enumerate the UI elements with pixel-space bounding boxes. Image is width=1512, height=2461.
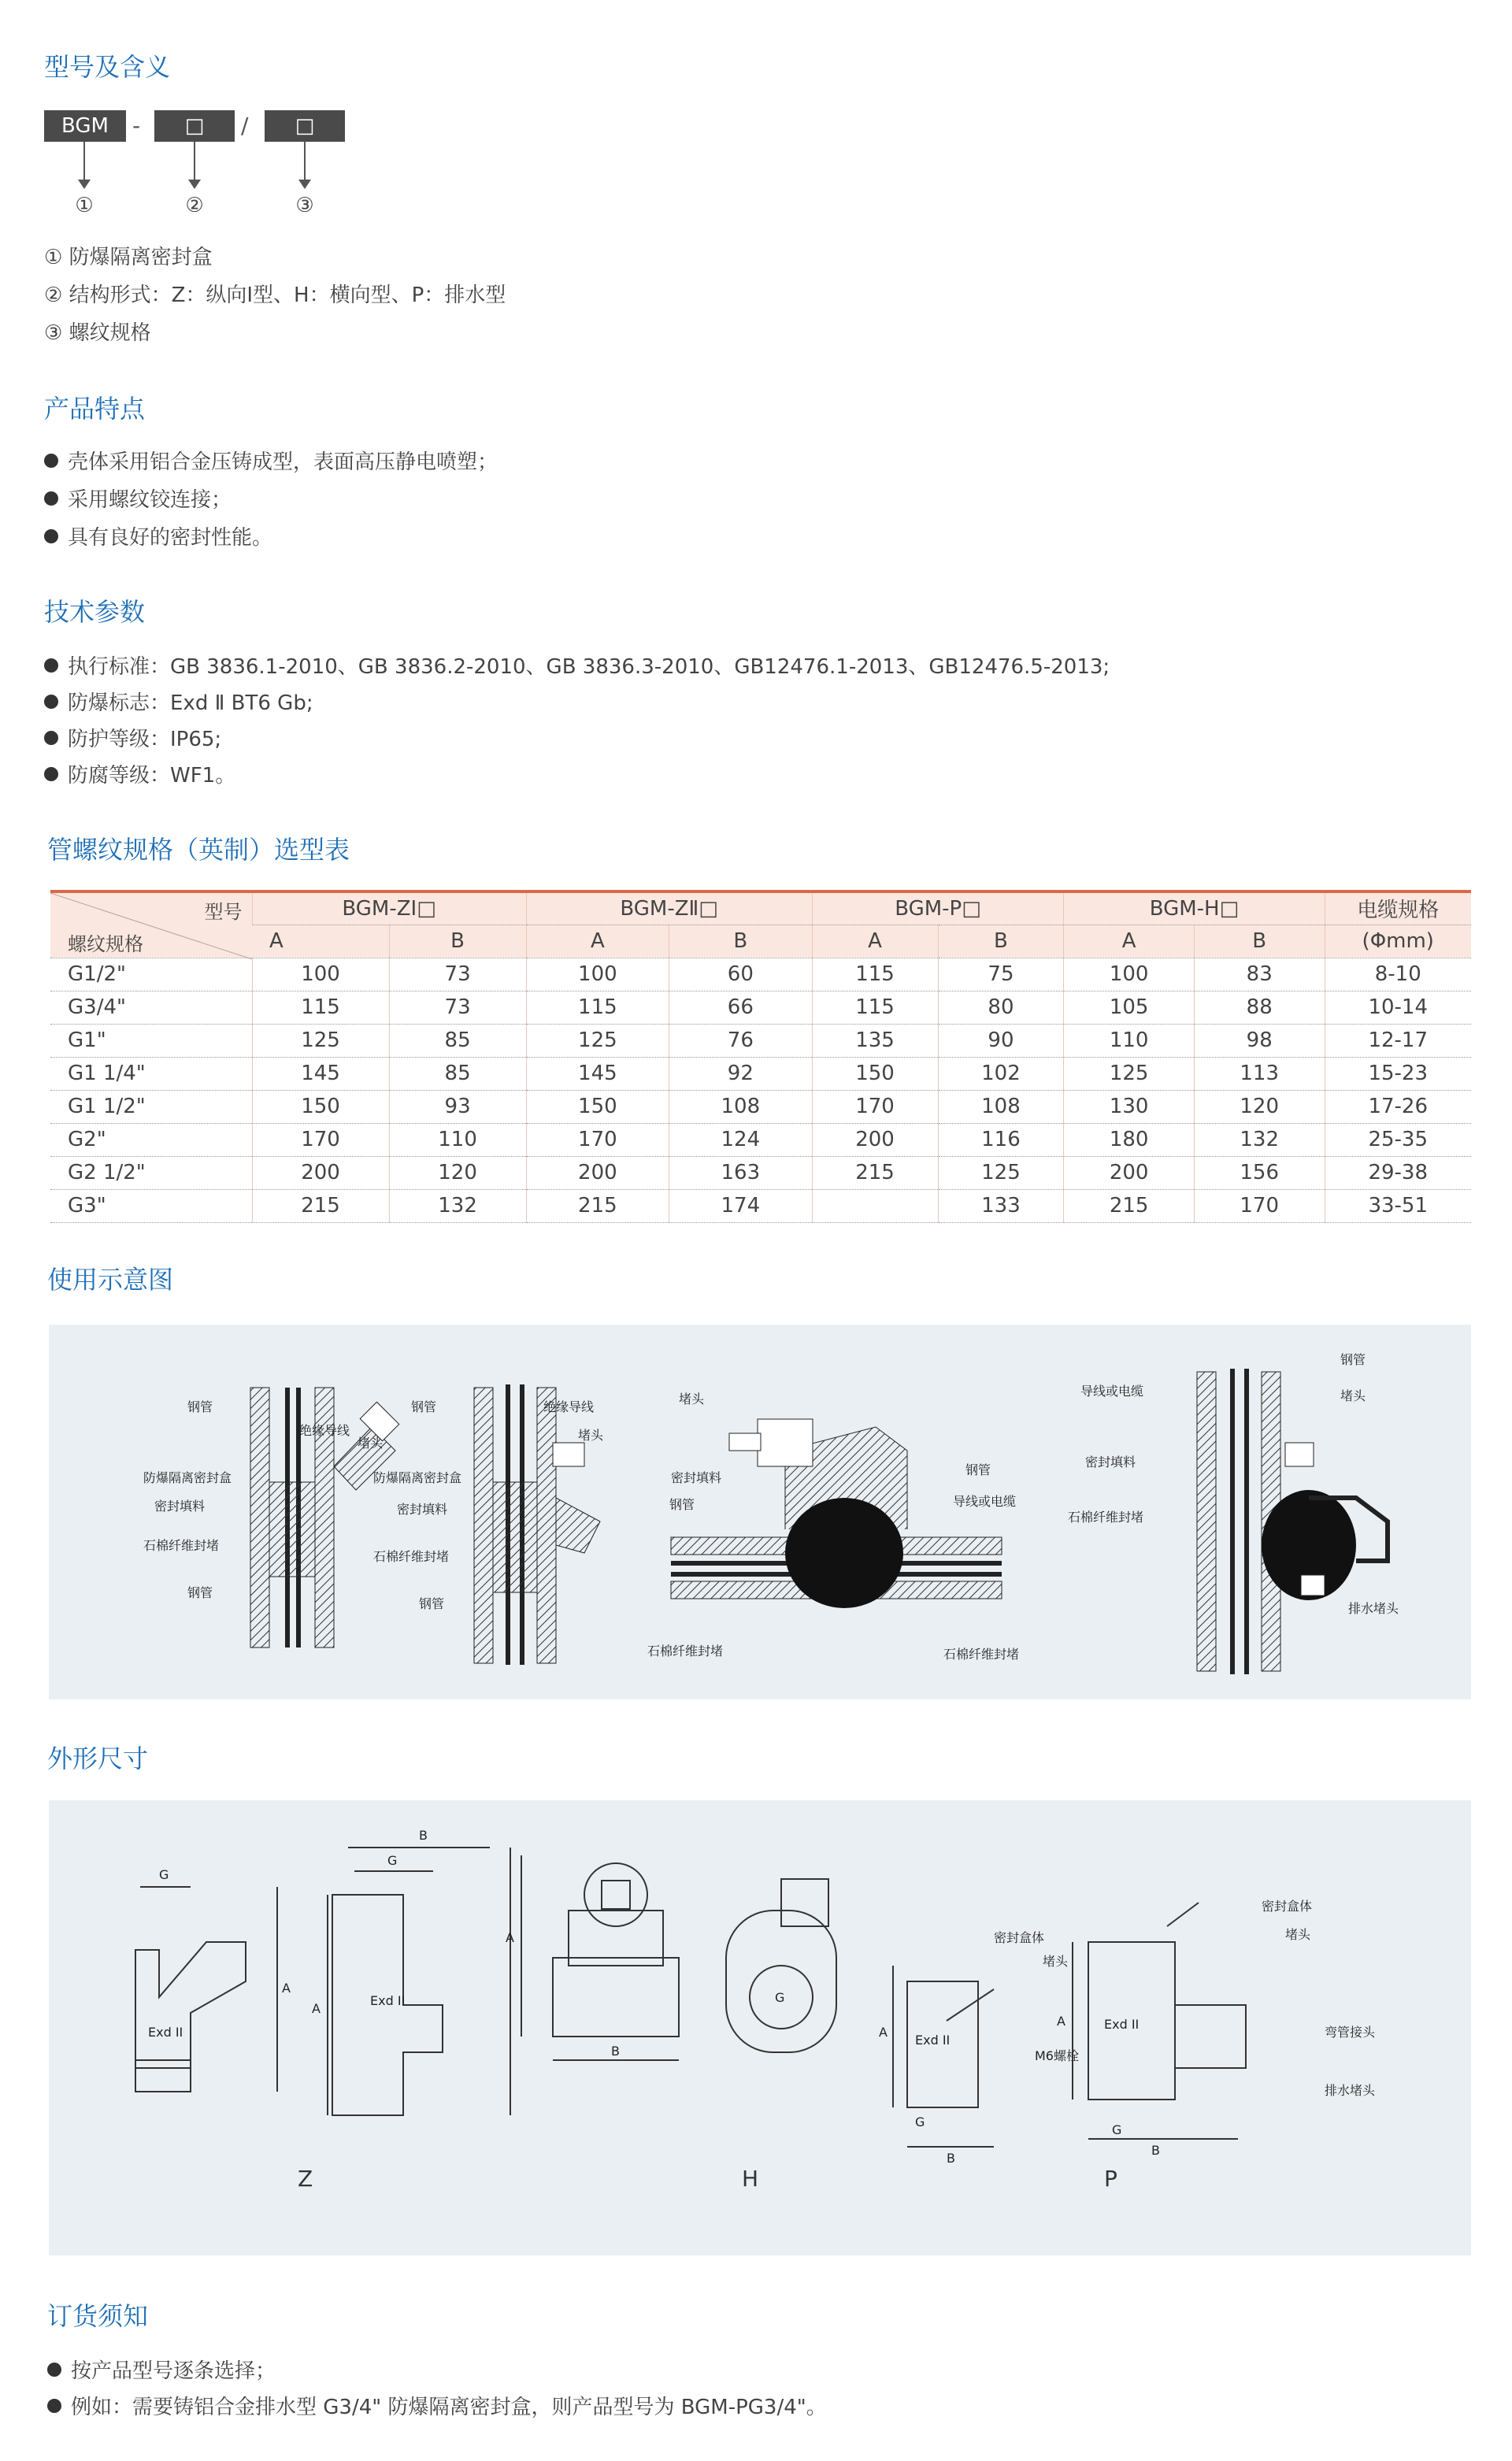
- table-cable-header: 电缆规格: [1325, 891, 1471, 925]
- dim-label-a: A: [879, 2025, 888, 2040]
- p2-label: 弯管接头: [1325, 2025, 1376, 2040]
- table-cell: 90: [938, 1024, 1064, 1057]
- dim-label-g: G: [775, 1990, 785, 2005]
- table-cell: 108: [938, 1090, 1064, 1123]
- model-code-box-structure: □: [154, 110, 235, 142]
- table-cell: 132: [1194, 1123, 1325, 1156]
- order-text: 按产品型号逐条选择；: [71, 2359, 276, 2383]
- table-cell-thread: G1": [50, 1024, 252, 1057]
- order-text: 例如：需要铸铝合金排水型 G3/4" 防爆隔离密封盒，则产品型号为 BGM-PG3/4"。: [71, 2396, 827, 2419]
- table-cell-thread: G2": [50, 1123, 252, 1156]
- table-cell: 85: [389, 1024, 526, 1057]
- tech-text: 防护等级：IP65;: [68, 728, 222, 751]
- section-title-dims: 外形尺寸: [47, 1744, 149, 1773]
- usage-label: 防爆隔离密封盒: [143, 1470, 232, 1485]
- bullet-icon: [44, 695, 58, 709]
- table-cell: 80: [938, 991, 1064, 1024]
- table-body: [50, 958, 1471, 1222]
- table-sub-header: A: [526, 925, 669, 958]
- table-cell-thread: G1 1/4": [50, 1057, 252, 1090]
- table-cell: 12-17: [1325, 1024, 1471, 1057]
- usage-label: 堵头: [358, 1436, 384, 1451]
- corner-label-model: 型号: [204, 901, 243, 923]
- table-cell: 100: [252, 958, 389, 991]
- table-cell: 170: [526, 1123, 669, 1156]
- table-group-header: BGM-H□: [1064, 891, 1325, 925]
- dim-label-b: B: [419, 1828, 428, 1843]
- tech-item: [44, 723, 221, 752]
- table-row: [50, 958, 1471, 991]
- table-cell: 156: [1194, 1156, 1325, 1189]
- table-cell: 215: [526, 1189, 669, 1222]
- section-title-order: 订货须知: [47, 2301, 149, 2331]
- tech-item: [44, 687, 313, 716]
- model-meaning-1: ① 防爆隔离密封盒: [44, 246, 213, 269]
- table-group-header: BGM-ZⅡ□: [526, 891, 812, 925]
- usage-label: 石棉纤维封堵: [943, 1647, 1020, 1662]
- dim-label-a: A: [312, 2001, 321, 2016]
- usage-label: 绝缘导线: [299, 1423, 350, 1438]
- table-cell: 10-14: [1325, 991, 1471, 1024]
- table-cell: 115: [252, 991, 389, 1024]
- dim-label-g: G: [387, 1853, 398, 1868]
- table-cell: 125: [526, 1024, 669, 1057]
- corner-label-thread: 螺纹规格: [68, 932, 143, 955]
- dim-label-a: A: [506, 1930, 514, 1945]
- section-title-tech: 技术参数: [44, 597, 146, 627]
- table-cell: 133: [938, 1189, 1064, 1222]
- bullet-icon: [44, 529, 58, 543]
- section-title-table: 管螺纹规格（英制）选型表: [47, 835, 350, 865]
- usage-label: 密封填料: [397, 1502, 448, 1517]
- model-code-dash: -: [132, 113, 141, 139]
- usage-label: 堵头: [578, 1428, 604, 1443]
- bullet-icon: [44, 731, 58, 745]
- usage-label: 石棉纤维封堵: [647, 1644, 724, 1659]
- dim-label-g: G: [915, 2114, 925, 2129]
- table-subheader-row: [50, 925, 1471, 958]
- table-cell: 25-35: [1325, 1123, 1471, 1156]
- tech-item: [44, 759, 235, 788]
- feature-item: [44, 521, 272, 550]
- usage-label: 钢管: [187, 1585, 213, 1600]
- usage-label: 石棉纤维封堵: [143, 1538, 220, 1553]
- usage-label: 密封填料: [1085, 1455, 1136, 1470]
- feature-item: [44, 446, 498, 475]
- tech-text: 执行标准：GB 3836.1-2010、GB 3836.2-2010、GB 3836.3-2010、GB12476.1-2013、GB12476.5-2013;: [68, 655, 1110, 679]
- dim-label-g: G: [159, 1867, 169, 1882]
- table-corner-cell: [50, 891, 252, 958]
- table-cell: [812, 1189, 938, 1222]
- table-cell: 33-51: [1325, 1189, 1471, 1222]
- table-cell: 116: [938, 1123, 1064, 1156]
- table-sub-header: B: [389, 925, 526, 958]
- table-sub-header: A: [1064, 925, 1195, 958]
- table-header-row: [50, 891, 1471, 925]
- table-cell-thread: G2 1/2": [50, 1156, 252, 1189]
- table-cell: 150: [812, 1057, 938, 1090]
- usage-diagram-z2: [373, 1384, 604, 1665]
- table-row: [50, 1156, 1471, 1189]
- table-cell: 75: [938, 958, 1064, 991]
- feature-text: 具有良好的密封性能。: [68, 526, 273, 550]
- table-cell: 115: [812, 991, 938, 1024]
- table-cell: 215: [812, 1156, 938, 1189]
- table-cell: 170: [812, 1090, 938, 1123]
- table-cell: 88: [1194, 991, 1325, 1024]
- order-item: [47, 2391, 827, 2420]
- table-cell: 174: [669, 1189, 813, 1222]
- table-row: [50, 1024, 1471, 1057]
- table-cell: 125: [938, 1156, 1064, 1189]
- table-cell: 110: [1064, 1024, 1195, 1057]
- table-cell: 132: [389, 1189, 526, 1222]
- table-cell-thread: G1 1/2": [50, 1090, 252, 1123]
- table-cell: 108: [669, 1090, 813, 1123]
- usage-label: 排水堵头: [1348, 1601, 1399, 1616]
- p-label: 堵头: [1043, 1954, 1069, 1969]
- table-sub-header: A: [252, 925, 389, 958]
- usage-label: 钢管: [1340, 1352, 1366, 1367]
- p2-label: 密封盒体: [1262, 1899, 1313, 1914]
- tech-text: 防腐等级：WF1。: [68, 764, 236, 788]
- bullet-icon: [44, 658, 58, 673]
- model-code-box-thread: □: [265, 110, 345, 142]
- section-title-features: 产品特点: [44, 394, 146, 424]
- table-row: [50, 1123, 1471, 1156]
- bullet-icon: [47, 2399, 61, 2413]
- table-cell: 125: [252, 1024, 389, 1057]
- section-title-model: 型号及含义: [44, 52, 171, 82]
- usage-label: 密封填料: [671, 1470, 722, 1485]
- model-code-prefix: BGM: [44, 110, 126, 142]
- arrow-down-icon: [304, 142, 306, 181]
- model-num-1: ①: [75, 194, 94, 217]
- usage-label: 堵头: [1340, 1388, 1366, 1403]
- table-group-header: BGM-P□: [812, 891, 1064, 925]
- dim-label-a: A: [1057, 2014, 1065, 2029]
- table-cell: 102: [938, 1057, 1064, 1090]
- table-cell: 73: [389, 991, 526, 1024]
- table-cell: 200: [1064, 1156, 1195, 1189]
- usage-diagram-p: [1068, 1352, 1399, 1674]
- arrow-down-icon: [83, 142, 85, 181]
- table-cell-thread: G1/2": [50, 958, 252, 991]
- table-cell: 115: [526, 991, 669, 1024]
- dim-label-exd: Exd II: [915, 2033, 951, 2048]
- tech-text: 防爆标志：Exd Ⅱ BT6 Gb;: [68, 691, 313, 715]
- dims-caption-z: Z: [298, 2166, 313, 2192]
- table-cell: 100: [526, 958, 669, 991]
- usage-label: 绝缘导线: [543, 1399, 595, 1414]
- table-cell: 8-10: [1325, 958, 1471, 991]
- table-cell: 76: [669, 1024, 813, 1057]
- table-row: [50, 991, 1471, 1024]
- table-row: [50, 1189, 1471, 1222]
- table-sub-header: B: [938, 925, 1064, 958]
- usage-label: 导线或电缆: [1080, 1384, 1144, 1399]
- bullet-icon: [47, 2363, 61, 2377]
- usage-label: 堵头: [679, 1392, 705, 1407]
- table-cable-unit: (Φmm): [1325, 925, 1471, 958]
- table-cell: 215: [252, 1189, 389, 1222]
- p-label: M6螺栓: [1035, 2048, 1079, 2063]
- table-cell: 120: [1194, 1090, 1325, 1123]
- usage-label: 导线或电缆: [953, 1494, 1017, 1509]
- model-num-2: ②: [185, 194, 204, 217]
- table-sub-header: B: [669, 925, 813, 958]
- dims-diagram: [49, 1800, 1471, 2255]
- section-title-usage: 使用示意图: [47, 1265, 174, 1295]
- bullet-icon: [44, 491, 58, 506]
- arrow-down-icon: [194, 142, 195, 181]
- feature-text: 采用螺纹铰连接；: [68, 488, 232, 512]
- dims-diagram-panel: [49, 1800, 1471, 2255]
- table-cell: 85: [389, 1057, 526, 1090]
- model-code-slash: /: [241, 113, 249, 139]
- table-cell: 150: [526, 1090, 669, 1123]
- table-cell: 180: [1064, 1123, 1195, 1156]
- usage-diagram-h: [647, 1392, 1019, 1662]
- dim-label-exd: Exd II: [1104, 2017, 1140, 2032]
- table-cell: 105: [1064, 991, 1195, 1024]
- table-row: [50, 1057, 1471, 1090]
- usage-label: 钢管: [965, 1462, 991, 1477]
- table-cell: 145: [526, 1057, 669, 1090]
- table-cell: 110: [389, 1123, 526, 1156]
- table-cell: 170: [1194, 1189, 1325, 1222]
- usage-label: 石棉纤维封堵: [373, 1549, 450, 1564]
- bullet-icon: [44, 454, 58, 468]
- model-meaning-3: ③ 螺纹规格: [44, 321, 151, 345]
- table-cell: 135: [812, 1024, 938, 1057]
- usage-diagram-z1: [143, 1388, 399, 1647]
- usage-label: 石棉纤维封堵: [1068, 1510, 1144, 1525]
- spec-table: [50, 890, 1471, 1223]
- table-cell: 100: [1064, 958, 1195, 991]
- table-cell: 115: [812, 958, 938, 991]
- p-label: 密封盒体: [994, 1930, 1045, 1945]
- table-cell: 98: [1194, 1024, 1325, 1057]
- table-cell: 83: [1194, 958, 1325, 991]
- table-cell: 73: [389, 958, 526, 991]
- usage-label: 钢管: [187, 1399, 213, 1414]
- table-cell: 93: [389, 1090, 526, 1123]
- table-cell: 150: [252, 1090, 389, 1123]
- table-cell: 215: [1064, 1189, 1195, 1222]
- table-cell: 15-23: [1325, 1057, 1471, 1090]
- usage-label: 钢管: [669, 1497, 695, 1512]
- table-cell: 130: [1064, 1090, 1195, 1123]
- model-num-3: ③: [295, 194, 314, 217]
- table-cell: 200: [252, 1156, 389, 1189]
- table-cell-thread: G3": [50, 1189, 252, 1222]
- usage-label: 钢管: [419, 1596, 445, 1611]
- dim-label-exd: Exd II: [148, 2025, 183, 2040]
- dim-label-exd: Exd II: [370, 1993, 406, 2008]
- table-cell: 163: [669, 1156, 813, 1189]
- table-cell: 124: [669, 1123, 813, 1156]
- dims-caption-h: H: [742, 2166, 759, 2192]
- table-cell: 200: [526, 1156, 669, 1189]
- dim-label-b: B: [611, 2044, 620, 2059]
- feature-text: 壳体采用铝合金压铸成型，表面高压静电喷塑；: [68, 450, 498, 474]
- dim-label-b: B: [1151, 2143, 1160, 2158]
- dim-label-a: A: [282, 1981, 291, 1996]
- table-cell: 170: [252, 1123, 389, 1156]
- table-cell: 125: [1064, 1057, 1195, 1090]
- table-cell: 200: [812, 1123, 938, 1156]
- table-cell: 17-26: [1325, 1090, 1471, 1123]
- model-meaning-2: ② 结构形式：Z：纵向Ⅰ型、H：横向型、P：排水型: [44, 284, 506, 307]
- dims-caption-p: P: [1104, 2166, 1117, 2192]
- usage-diagram: [49, 1325, 1471, 1699]
- feature-item: [44, 484, 232, 513]
- table-row: [50, 1090, 1471, 1123]
- table-group-header: BGM-ZⅠ□: [252, 891, 526, 925]
- usage-diagram-panel: [49, 1325, 1471, 1699]
- dim-label-b: B: [947, 2151, 955, 2166]
- table-cell: 113: [1194, 1057, 1325, 1090]
- order-item: [47, 2355, 276, 2384]
- table-cell: 92: [669, 1057, 813, 1090]
- tech-item: [44, 650, 1110, 680]
- usage-label: 密封填料: [154, 1499, 206, 1514]
- table-cell: 145: [252, 1057, 389, 1090]
- table-sub-header: A: [812, 925, 938, 958]
- usage-label: 钢管: [411, 1399, 437, 1414]
- p2-label: 排水堵头: [1325, 2083, 1376, 2098]
- table-cell: 29-38: [1325, 1156, 1471, 1189]
- bullet-icon: [44, 767, 58, 781]
- table-cell-thread: G3/4": [50, 991, 252, 1024]
- table-sub-header: B: [1194, 925, 1325, 958]
- usage-label: 防爆隔离密封盒: [373, 1470, 462, 1485]
- table-cell: 60: [669, 958, 813, 991]
- dim-label-g: G: [1112, 2122, 1122, 2137]
- table-cell: 120: [389, 1156, 526, 1189]
- table-cell: 66: [669, 991, 813, 1024]
- p2-label: 堵头: [1285, 1927, 1311, 1942]
